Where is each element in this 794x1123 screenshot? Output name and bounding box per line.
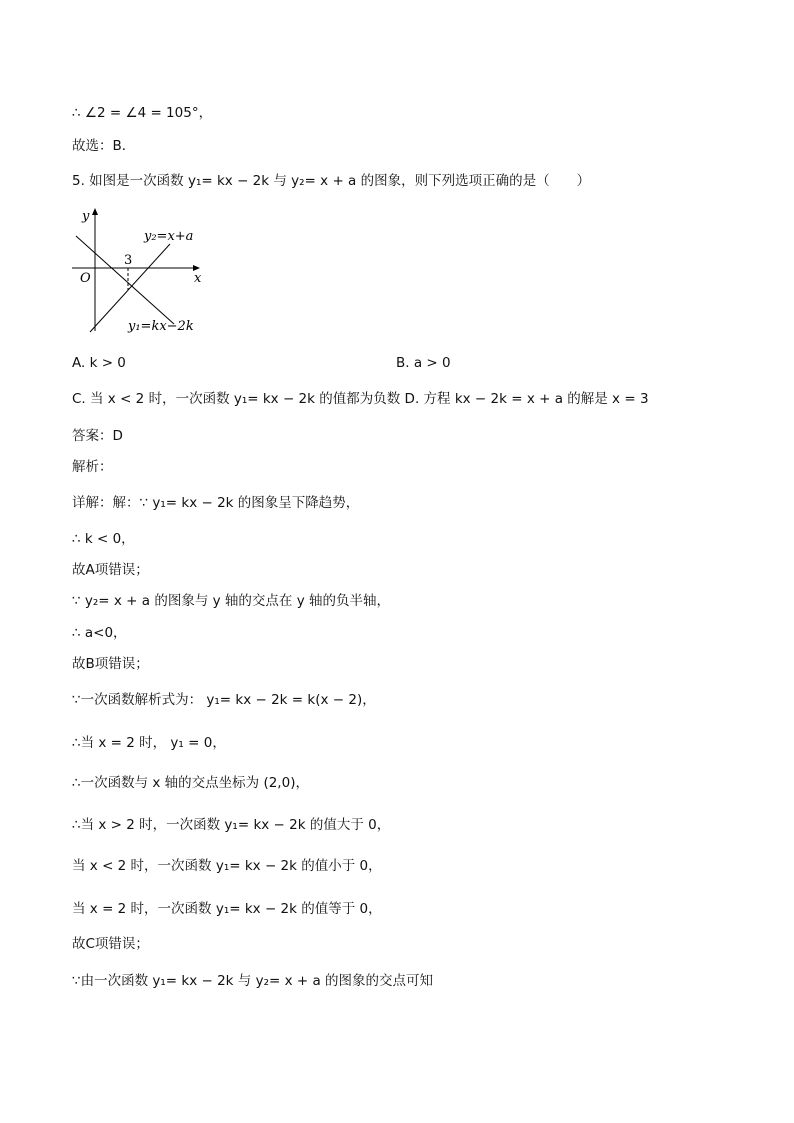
- tick-label-3: 3: [124, 253, 133, 268]
- text-line-l6: 答案：D: [72, 428, 123, 444]
- text-line-l21: ∵由一次函数 y₁= kx − 2k 与 y₂= x + a 的图象的交点可知: [72, 973, 434, 989]
- text-line-l10: 故A项错误；: [72, 562, 149, 578]
- text-line-l9: ∴ k < 0，: [72, 531, 135, 547]
- label-y2: y₂=x+a: [144, 229, 194, 244]
- text-line-l2: 故选：B．: [72, 138, 136, 154]
- text-line-l14: ∵一次函数解析式为： y₁= kx − 2k = k(x − 2)，: [72, 692, 376, 708]
- y-axis-arrow: [92, 208, 98, 215]
- text-line-l8: 详解：解：∵ y₁= kx − 2k 的图象呈下降趋势，: [72, 495, 360, 511]
- origin-label: O: [80, 271, 91, 286]
- text-line-l15: ∴当 x = 2 时， y₁ = 0，: [72, 735, 226, 751]
- label-y1: y₁=kx−2k: [128, 319, 194, 334]
- text-line-l18: 当 x < 2 时，一次函数 y₁= kx − 2k 的值小于 0，: [72, 858, 382, 874]
- text-line-l20: 故C项错误；: [72, 936, 149, 952]
- option-b: B. a > 0: [396, 355, 451, 371]
- text-line-l19: 当 x = 2 时，一次函数 y₁= kx − 2k 的值等于 0，: [72, 901, 382, 917]
- line-y1: [76, 236, 174, 324]
- function-graph: [68, 206, 218, 336]
- text-line-l7: 解析：: [72, 459, 113, 475]
- x-axis-label: x: [194, 271, 202, 286]
- text-line-l4a: A. k > 0: [72, 355, 126, 371]
- y-axis-label: y: [82, 209, 90, 224]
- text-line-l12: ∴ a<0，: [72, 625, 127, 641]
- text-line-l1: ∴ ∠2 = ∠4 = 105°，: [72, 105, 213, 121]
- text-line-l3: 5. 如图是一次函数 y₁= kx − 2k 与 y₂= x + a 的图象，则下列选项正确的是（ ）: [72, 173, 591, 189]
- text-line-l5: C. 当 x < 2 时，一次函数 y₁= kx − 2k 的值都为负数 D. 方程 kx − 2k = x + a 的解是 x = 3: [72, 391, 649, 407]
- text-line-l17: ∴当 x > 2 时，一次函数 y₁= kx − 2k 的值大于 0，: [72, 817, 391, 833]
- text-line-l13: 故B项错误；: [72, 656, 149, 672]
- text-line-l16: ∴一次函数与 x 轴的交点坐标为 (2,0)，: [72, 775, 309, 791]
- text-line-l11: ∵ y₂= x + a 的图象与 y 轴的交点在 y 轴的负半轴，: [72, 593, 390, 609]
